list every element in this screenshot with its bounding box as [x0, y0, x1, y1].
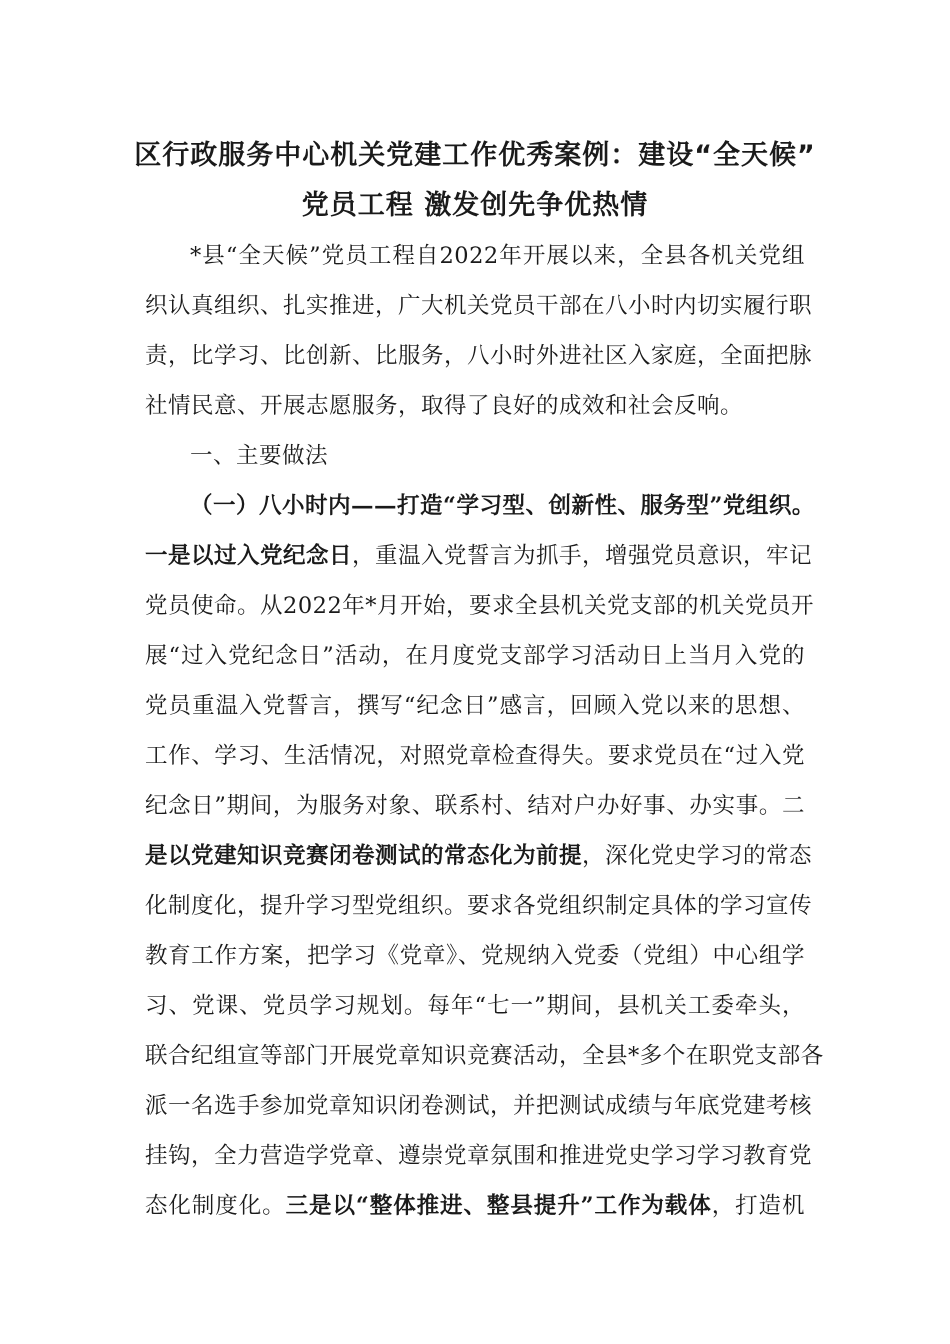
- bold-phrase: 是以党建知识竞赛闭卷测试的常态化为前提: [145, 843, 583, 869]
- body-paragraph-line: 纪念日”期间，为服务对象、联系村、结对户办好事、办实事。二: [145, 793, 805, 819]
- body-text: ，打造机: [711, 1193, 805, 1219]
- document-title-line-2: 党员工程 激发创先争优热情: [301, 190, 649, 221]
- intro-paragraph-line: 织认真组织、扎实推进，广大机关党员干部在八小时内切实履行职: [145, 293, 813, 319]
- body-paragraph-line: 党员重温入党誓言，撰写“纪念日”感言，回顾入党以来的思想、: [145, 693, 805, 719]
- body-paragraph-line: 化制度化，提升学习型党组织。要求各党组织制定具体的学习宣传: [145, 893, 813, 919]
- bold-phrase: 一是以过入党纪念日: [145, 543, 353, 569]
- body-paragraph-line: [145, 1188, 805, 1220]
- body-paragraph-line: 展“过入党纪念日”活动，在月度党支部学习活动日上当月入党的: [145, 643, 805, 669]
- body-paragraph-line: 教育工作方案，把学习《党章》、党规纳入党委（党组）中心组学: [145, 943, 805, 969]
- intro-paragraph-line: 责，比学习、比创新、比服务，八小时外进社区入家庭，全面把脉: [145, 343, 813, 369]
- body-paragraph-line: [145, 838, 813, 870]
- body-paragraph-line: 习、党课、党员学习规划。每年“七一”期间，县机关工委牵头，: [145, 993, 805, 1019]
- body-text: ，深化党史学习的常态: [582, 843, 813, 869]
- body-paragraph-line: 党员使命。从2022年*月开始，要求全县机关党支部的机关党员开: [145, 593, 815, 619]
- document-title-line-1: 区行政服务中心机关党建工作优秀案例：建设“全天候”: [134, 140, 816, 171]
- subsection-heading: （一）八小时内——打造“学习型、创新性、服务型”党组织。: [190, 493, 815, 519]
- body-text: ，重温入党誓言为抓手，增强党员意识，牢记: [352, 543, 813, 569]
- body-paragraph-line: [145, 538, 813, 570]
- intro-paragraph-line: *县“全天候”党员工程自2022年开展以来，全县各机关党组: [190, 243, 805, 269]
- body-paragraph-line: 派一名选手参加党章知识闭卷测试，并把测试成绩与年底党建考核: [145, 1093, 813, 1119]
- body-paragraph-line: 挂钩，全力营造学党章、遵崇党章氛围和推进党史学习学习教育党: [145, 1143, 813, 1169]
- body-paragraph-line: 联合纪组宣等部门开展党章知识竞赛活动，全县*多个在职党支部各: [145, 1043, 824, 1069]
- intro-paragraph-line: 社情民意、开展志愿服务，取得了良好的成效和社会反响。: [145, 393, 744, 419]
- body-text: 态化制度化。: [145, 1193, 286, 1219]
- bold-phrase: 三是以“整体推进、整县提升”工作为载体: [285, 1193, 712, 1219]
- section-heading: 一、主要做法: [190, 443, 329, 469]
- body-paragraph-line: 工作、学习、生活情况，对照党章检查得失。要求党员在“过入党: [145, 743, 805, 769]
